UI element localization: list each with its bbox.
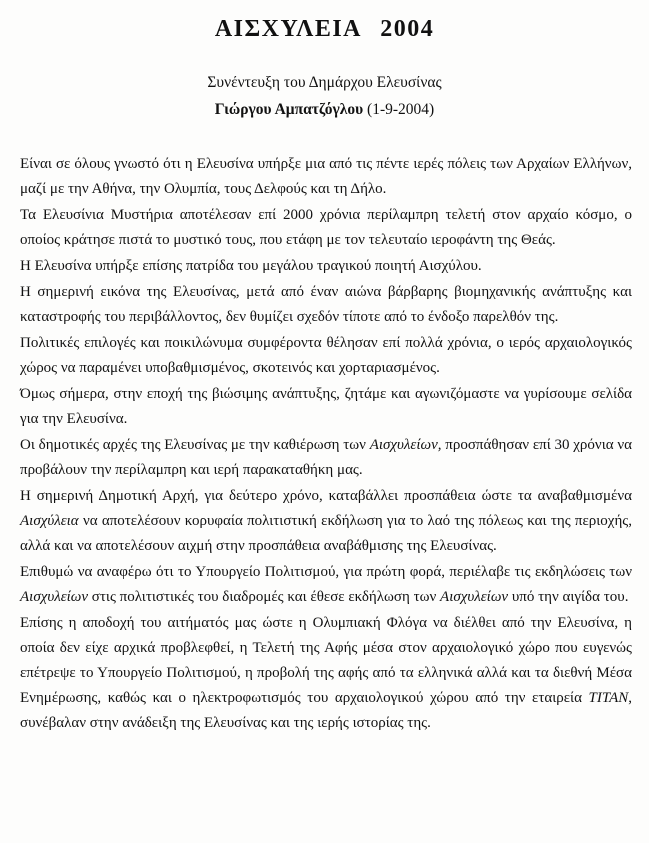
italic-term: TITAN — [588, 690, 629, 706]
interview-date: (1-9-2004) — [367, 101, 435, 118]
paragraph-text: προσπάθησαν επί 30 χρόνια να προβάλουν την περίλαμπρη και ιερή παρακαταθήκη μας. — [20, 437, 632, 478]
document-body — [20, 152, 632, 737]
interviewee-name: Γιώργου Αμπατζόγλου — [214, 101, 364, 118]
paragraph — [20, 382, 632, 432]
italic-term: Αισχυλείων — [20, 589, 89, 605]
paragraph — [20, 560, 632, 610]
paragraph-text: Τα Ελευσίνια Μυστήρια αποτέλεσαν επί 2000 χρόνια περίλαμπρη τελετή στον αρχαίο κόσμο, ο οποίος κράτησε πιστά το μυστικό τους, που ετάφη με τον τελευταίο ιεροφάντη της Θεάς. — [20, 207, 632, 248]
paragraph — [20, 203, 632, 253]
interview-subtitle: Συνέντευξη του Δημάρχου Ελευσίνας — [207, 74, 442, 91]
paragraph — [20, 611, 632, 736]
paragraph-text: Η σημερινή Δημοτική Αρχή, για δεύτερο χρόνο, καταβάλλει προσπάθεια ώστε τα αναβαθμισμένα — [20, 488, 632, 504]
paragraph — [20, 433, 632, 483]
document-title: ΑΙΣΧΥΛΕΙΑ 2004 — [214, 16, 435, 42]
paragraph-text: Όμως σήμερα, στην εποχή της βιώσιμης ανάπτυξης, ζητάμε και αγωνιζόμαστε να γυρίσουμε σελίδα για την Ελευσίνα. — [20, 386, 632, 427]
italic-term: Αισχύλεια — [20, 513, 79, 529]
paragraph — [20, 331, 632, 381]
interviewee-line — [0, 101, 649, 119]
paragraph — [20, 484, 632, 559]
paragraph-text: να αποτελέσουν κορυφαία πολιτιστική εκδήλωση για το λαό της πόλεως και της περιοχής, αλλά και να αποτελέσουν αιχμή στην προσπάθεια αναβάθμισης της Ελευσίνας. — [20, 513, 632, 554]
paragraph-text: Η σημερινή εικόνα της Ελευσίνας, μετά από έναν αιώνα βάρβαρης βιομηχανικής ανάπτυξης και καταστροφής του περιβάλλοντος, δεν θυμίζει σχεδόν τίποτε από το ένδοξο παρελθόν της. — [20, 284, 632, 325]
italic-term: Αισχυλείων — [440, 589, 509, 605]
paragraph-text: Οι δημοτικές αρχές της Ελευσίνας με την καθιέρωση των — [20, 437, 370, 453]
paragraph-text: Επιθυμώ να αναφέρω ότι το Υπουργείο Πολιτισμού, για πρώτη φορά, περιέλαβε τις εκδηλώσεις των — [20, 564, 632, 580]
paragraph-text: Πολιτικές επιλογές και ποικιλώνυμα συμφέροντα θέλησαν επί πολλά χρόνια, ο ιερός αρχαιολογικός χώρος να παραμένει υποβαθμισμένος, σκοτεινός και χορταριασμένος. — [20, 335, 632, 376]
paragraph — [20, 152, 632, 202]
paragraph — [20, 254, 632, 279]
paragraph-text: Επίσης η αποδοχή του αιτήματός μας ώστε η Ολυμπιακή Φλόγα να διέλθει από την Ελευσίνα, η οποία δεν είχε αρχικά προβλεφθεί, η Τελετή της Αφής μέσα στον αρχαιολογικό χώρο που ευγενώς επέτρεψε το Υπουργείο Πολιτισμού, η προβολή της αφής από τα ελληνικά αλλά και τα διεθνή Μέσα Ενημέρωσης, καθώς και ο ηλεκτροφωτισμός του αρχαιολογικού χώρου από την εταιρεία — [20, 615, 632, 706]
paragraph — [20, 280, 632, 330]
paragraph-text: Η Ελευσίνα υπήρξε επίσης πατρίδα του μεγάλου τραγικού ποιητή Αισχύλου. — [20, 258, 482, 274]
paragraph-text: Είναι σε όλους γνωστό ότι η Ελευσίνα υπήρξε μια από τις πέντε ιερές πόλεις των Αρχαίων Ελλήνων, μαζί με την Αθήνα, την Ολυμπία, τους Δελφούς και τη Δήλο. — [20, 156, 632, 197]
paragraph-text: , συνέβαλαν στην ανάδειξη της Ελευσίνας και της ιερής ιστορίας της. — [20, 690, 632, 731]
italic-term: Αισχυλείων, — [369, 437, 442, 453]
paragraph-text: στις πολιτιστικές του διαδρομές και έθεσε εκδήλωση των — [88, 589, 441, 605]
paragraph-text: υπό την αιγίδα του. — [508, 589, 629, 605]
